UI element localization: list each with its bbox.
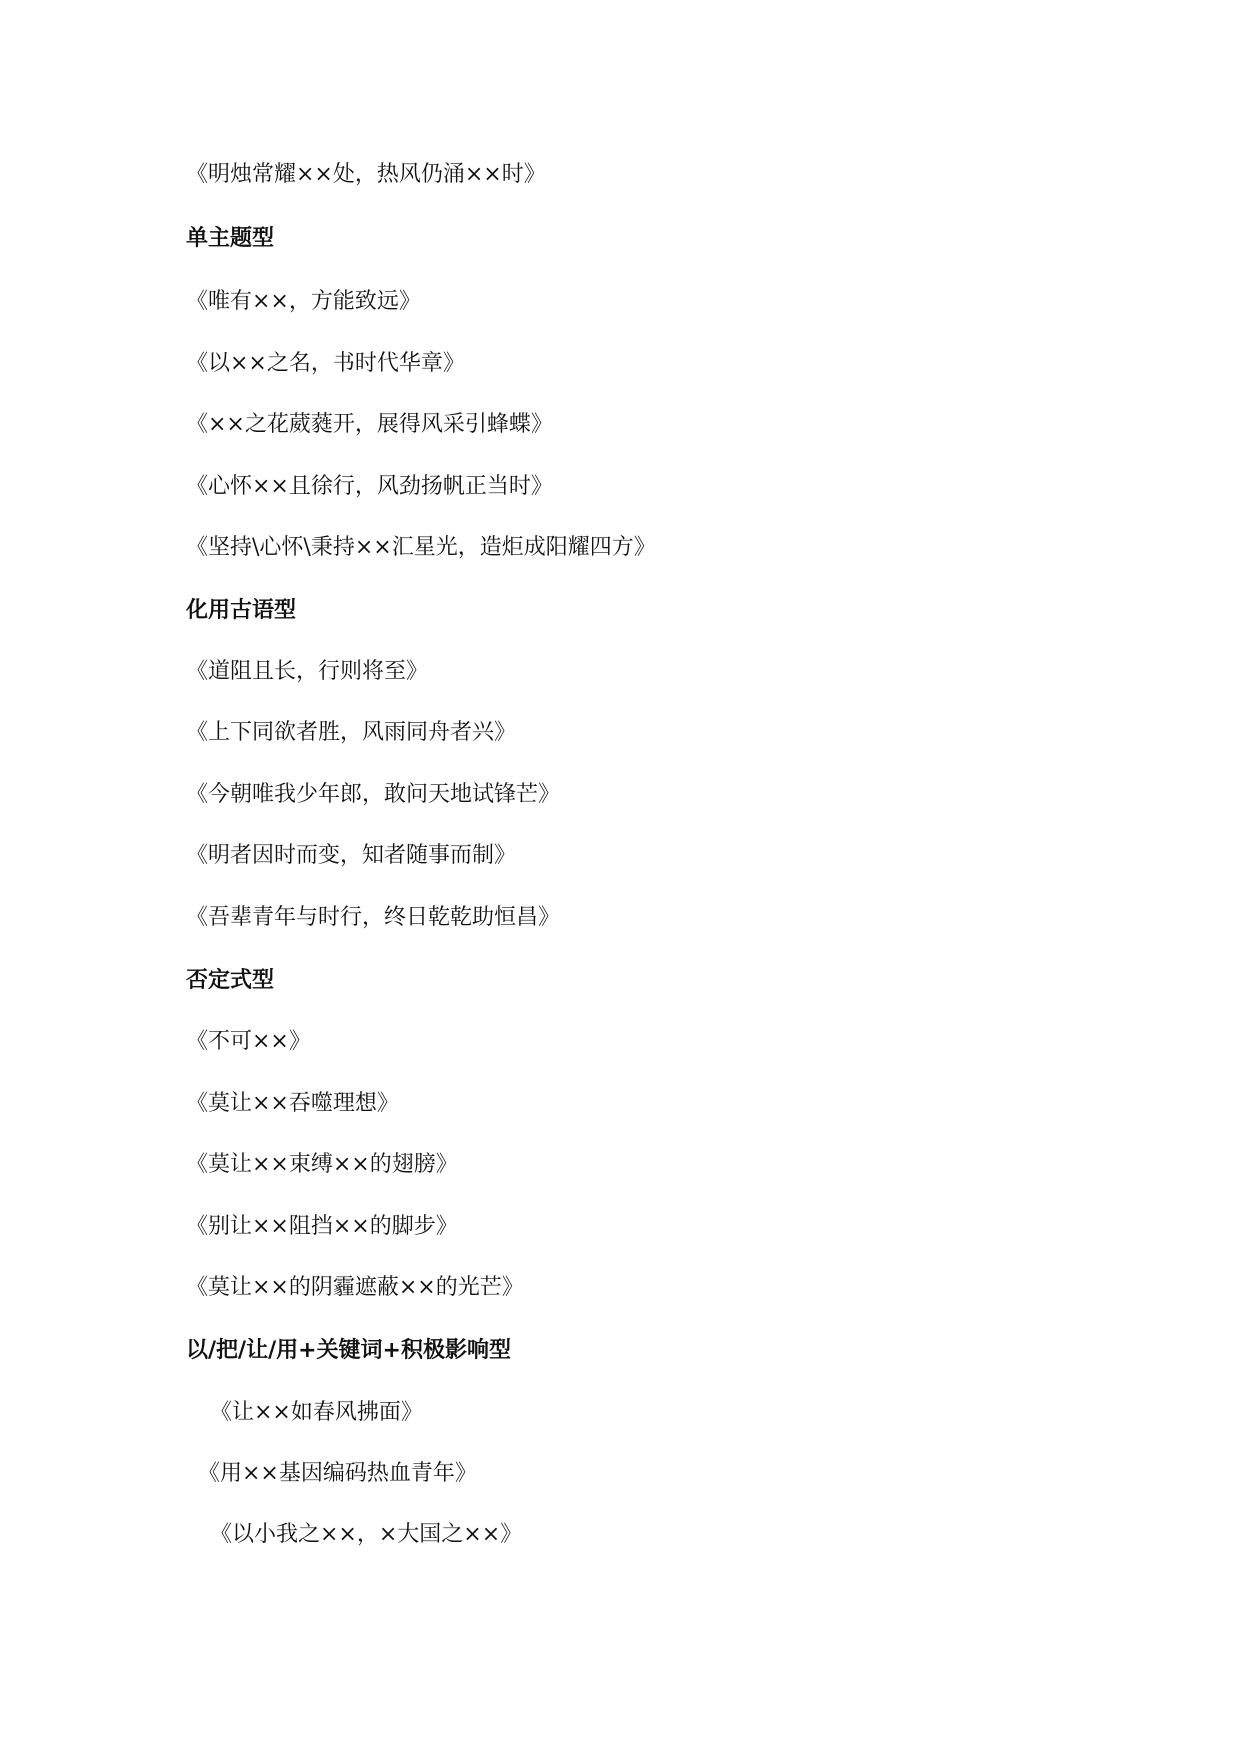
section-heading-single-theme: 单主题型 <box>186 226 275 251</box>
list-item: 《今朝唯我少年郎，敢问天地试锋芒》 <box>186 782 561 807</box>
intro-line: 《明烛常耀××处，热风仍涌××时》 <box>186 162 546 187</box>
list-item: 《别让××阻挡××的脚步》 <box>186 1214 458 1239</box>
list-item: 《用××基因编码热血青年》 <box>198 1461 477 1486</box>
section-heading-classical-quote: 化用古语型 <box>186 598 297 623</box>
list-item: 《心怀××且徐行，风劲扬帆正当时》 <box>186 474 553 499</box>
section-heading-negation: 否定式型 <box>186 968 275 993</box>
list-item: 《上下同欲者胜，风雨同舟者兴》 <box>186 720 517 745</box>
list-item: 《以小我之××，×大国之××》 <box>210 1522 523 1547</box>
list-item: 《吾辈青年与时行，终日乾乾助恒昌》 <box>186 905 561 930</box>
list-item: 《××之花葳蕤开，展得风采引蜂蝶》 <box>186 412 553 437</box>
list-item: 《莫让××吞噬理想》 <box>186 1091 399 1116</box>
list-item: 《不可××》 <box>186 1029 311 1054</box>
list-item: 《唯有××，方能致远》 <box>186 289 421 314</box>
list-item: 《莫让××的阴霾遮蔽××的光芒》 <box>186 1275 524 1300</box>
list-item: 《让××如春风拂面》 <box>210 1400 423 1425</box>
list-item: 《明者因时而变，知者随事而制》 <box>186 843 517 868</box>
list-item: 《莫让××束缚××的翅膀》 <box>186 1152 458 1177</box>
list-item: 《道阻且长，行则将至》 <box>186 659 429 684</box>
list-item: 《以××之名，书时代华章》 <box>186 351 465 376</box>
list-item: 《坚持\心怀\秉持××汇星光，造炬成阳耀四方》 <box>186 535 656 560</box>
section-heading-positive-impact: 以/把/让/用+关键词+积极影响型 <box>186 1338 511 1363</box>
